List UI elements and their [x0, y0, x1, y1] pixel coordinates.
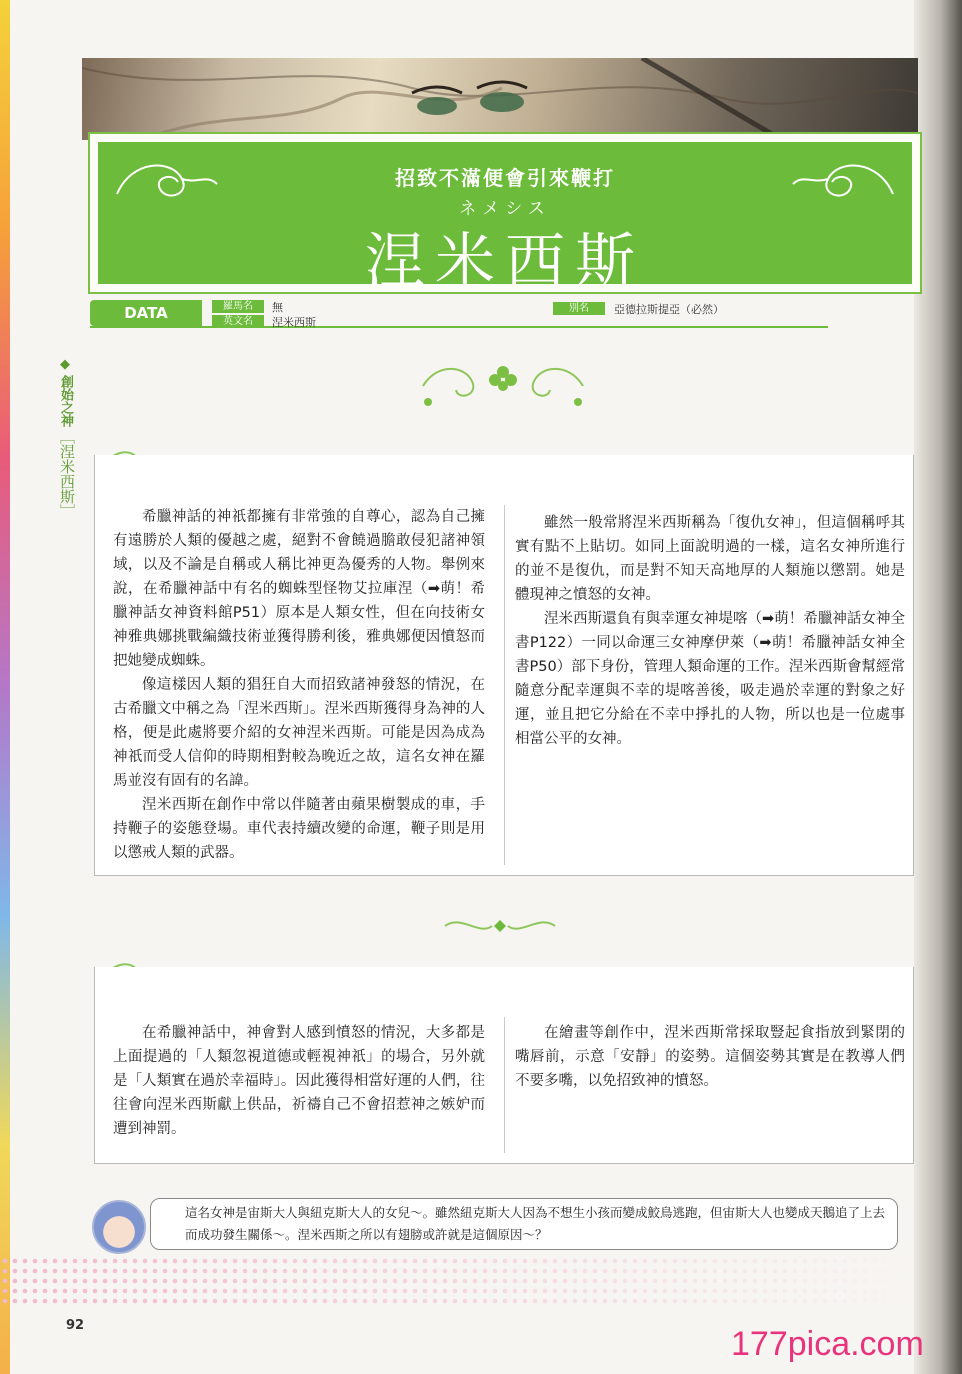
- alias-value: 亞德拉斯提亞（必然）: [614, 303, 724, 316]
- section-box-avoid-anger: [94, 967, 914, 1164]
- title-banner: [88, 132, 922, 297]
- section2-right-column: [515, 1021, 905, 1093]
- roman-name-value: 無: [272, 301, 283, 314]
- section2-left-column: [113, 1021, 485, 1141]
- data-underline: [90, 326, 828, 328]
- sidebar-marker-icon: ◆: [60, 357, 70, 372]
- title-banner-fill: [98, 142, 912, 297]
- rainbow-edge: [0, 0, 10, 1374]
- paragraph: 涅米西斯還負有與幸運女神堤喀（➡萌！希臘神話女神全書P122）一同以命運三女神摩伊萊（➡萌！希臘神話女神全書P50）部下身份，管理人類命運的工作。涅米西斯會幫經常隨意分配幸運與不幸的堤喀善後，吸走過於幸運的對象之好運，並且把它分給在不幸中掙扎的人物，所以也是一位處事相當公平的女神。: [515, 611, 905, 747]
- sidebar-bracket-close: ］: [58, 504, 76, 519]
- sidebar-bracket-open: ［: [58, 429, 76, 444]
- site-watermark: 177pica.com: [731, 1325, 924, 1363]
- divider-ornament-icon: [440, 912, 560, 940]
- roman-name-label: 羅馬名: [212, 300, 264, 313]
- alias-label: 別名: [553, 302, 605, 315]
- section1-right-column: [515, 511, 905, 751]
- english-name-label: 英文名: [212, 315, 264, 328]
- mascot-avatar: [92, 1200, 146, 1254]
- section1-left-column: [113, 505, 485, 865]
- column-divider: [504, 1017, 505, 1153]
- dot-pattern-band: [0, 1256, 920, 1308]
- paragraph: 在希臘神話中，神會對人感到憤怒的情況，大多都是上面提過的「人類忽視道德或輕視神祇」的場合，另外就是「人類實在過於幸福時」。因此獲得相當好運的人們，往往會向涅米西斯獻上供品，祈禱自己不會招惹神之嫉妒而遭到神罰。: [113, 1025, 485, 1137]
- paragraph: 雖然一般常將涅米西斯稱為「復仇女神」，但這個稱呼其實有點不上貼切。如同上面說明過的一樣，這名女神所進行的並不是復仇，而是對不知天高地厚的人類施以懲罰。她是體現神之憤怒的女神。: [515, 515, 905, 603]
- character-artwork-band: [82, 58, 918, 140]
- clover-ornament-icon: [418, 356, 588, 410]
- english-name-value: 涅米西斯: [272, 316, 316, 329]
- paragraph: 在繪畫等創作中，涅米西斯常採取豎起食指放到緊閉的嘴唇前，示意「安靜」的姿勢。這個姿勢其實是在教導人們不要多嘴，以免招致神的憤怒。: [515, 1025, 905, 1089]
- paragraph: 涅米西斯在創作中常以伴隨著由蘋果樹製成的車，手持鞭子的姿態登場。車代表持續改變的命運，鞭子則是用以懲戒人類的武器。: [113, 797, 485, 861]
- paragraph: 希臘神話的神祇都擁有非常強的自尊心，認為自己擁有遠勝於人類的優越之處，絕對不會饒過膽敢侵犯諸神領域，以及不論是自稱或人稱比神更為優秀的人物。舉例來說，在希臘神話中有名的蜘蛛型怪物艾拉庫涅（➡萌！希臘神話女神資料館P51）原本是人類女性，但在向技術女神雅典娜挑戰編織技術並獲得勝利後，雅典娜便因憤怒而把她變成蜘蛛。: [113, 509, 485, 669]
- section-box-divine-wrath: [94, 455, 914, 876]
- data-tab: DATA: [90, 300, 202, 326]
- page-subtitle: 招致不滿便會引來鞭打: [395, 166, 615, 190]
- page-number: 92: [66, 1318, 85, 1333]
- paragraph: 像這樣因人類的猖狂自大而招致諸神發怒的情況，在古希臘文中稱之為「涅米西斯」。涅米西斯獲得身為神的人格，便是此處將要介紹的女神涅米西斯。可能是因為成為神祇而受人信仰的時期相對較為晚近之故，這名女神在羅馬並沒有固有的名諱。: [113, 677, 485, 789]
- page-title: 涅米西斯: [365, 227, 645, 297]
- chapter-sidebar: [57, 356, 76, 519]
- column-divider: [504, 505, 505, 865]
- sidebar-section: 創始之神: [58, 375, 73, 427]
- sidebar-name: 涅米西斯: [58, 444, 76, 504]
- mascot-comment-bubble: 這名女神是宙斯大人與紐克斯大人的女兒～。雖然紐克斯大人因為不想生小孩而變成鮫鳥逃跑，但宙斯大人也變成天鵝追了上去而成功發生關係～。涅米西斯之所以有翅膀或許就是這個原因～？: [150, 1198, 898, 1250]
- title-ruby: ネメシス: [459, 199, 551, 219]
